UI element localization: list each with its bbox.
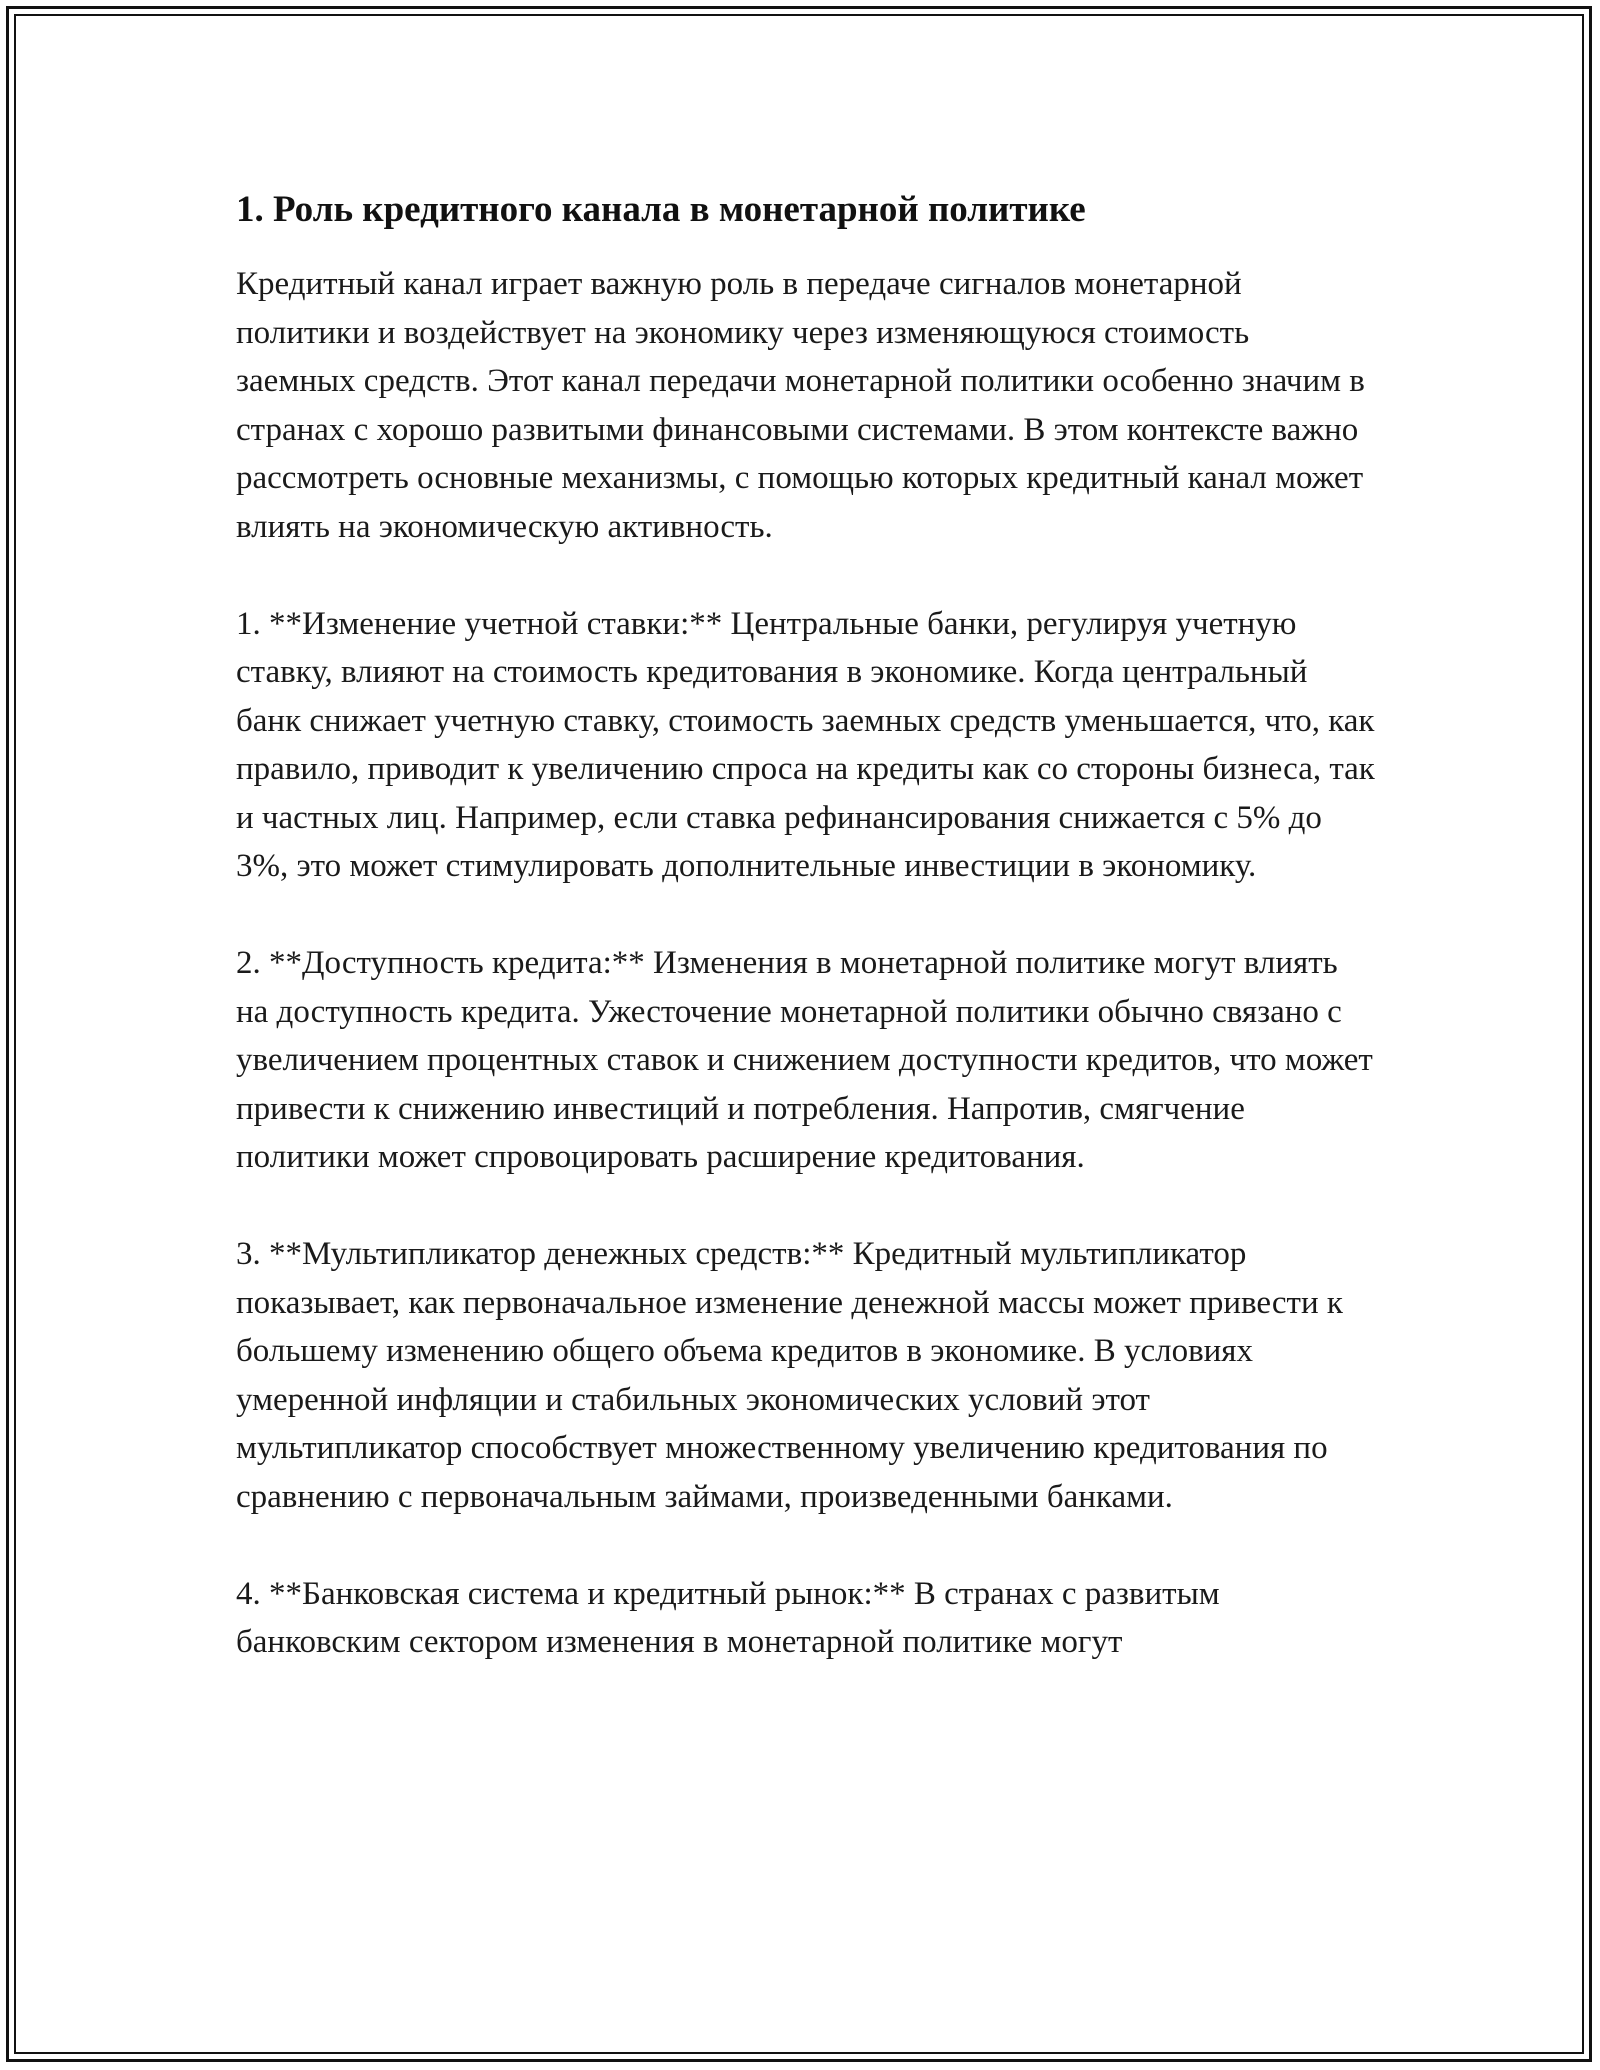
intro-paragraph: Кредитный канал играет важную роль в передаче сигналов монетарной политики и воздействует на экономику через изменяющуюся стоимость заемных средств. Этот канал передачи монетарной политики особенно значим в странах с хорошо развитыми финансовыми системами. В этом контексте важно рассмотреть основные механизмы, с помощью которых кредитный канал может влиять на экономическую активность. (236, 266, 1365, 545)
list-item-money-multiplier: 3. **Мультипликатор денежных средств:** Кредитный мультипликатор показывает, как первоначальное изменение денежной массы может привести к большему изменению общего объема кредитов в экономике. В условиях умеренной инфляции и стабильных экономических условий этот мультипликатор способствует множественному увеличению кредитования по сравнению с первоначальным займами, произведенными банками. (236, 1236, 1343, 1515)
document-body (236, 186, 1376, 1715)
list-item-credit-availability: 2. **Доступность кредита:** Изменения в монетарной политике могут влиять на доступность кредита. Ужесточение монетарной политики обычно связано с увеличением процентных ставок и снижением доступности кредитов, что может привести к снижению инвестиций и потребления. Напротив, смягчение политики может спровоцировать расширение кредитования. (236, 945, 1373, 1175)
list-item-banking-system: 4. **Банковская система и кредитный рынок:** В странах с развитым банковским сектором изменения в монетарной политике могут (236, 1575, 1220, 1660)
section-heading: 1. Роль кредитного канала в монетарной политике (236, 189, 1086, 230)
list-item-discount-rate: 1. **Изменение учетной ставки:** Центральные банки, регулируя учетную ставку, влияют на стоимость кредитования в экономике. Когда центральный банк снижает учетную ставку, стоимость заемных средств уменьшается, что, как правило, приводит к увеличению спроса на кредиты как со стороны бизнеса, так и частных лиц. Например, если ставка рефинансирования снижается с 5% до 3%, это может стимулировать дополнительные инвестиции в экономику. (236, 605, 1375, 884)
